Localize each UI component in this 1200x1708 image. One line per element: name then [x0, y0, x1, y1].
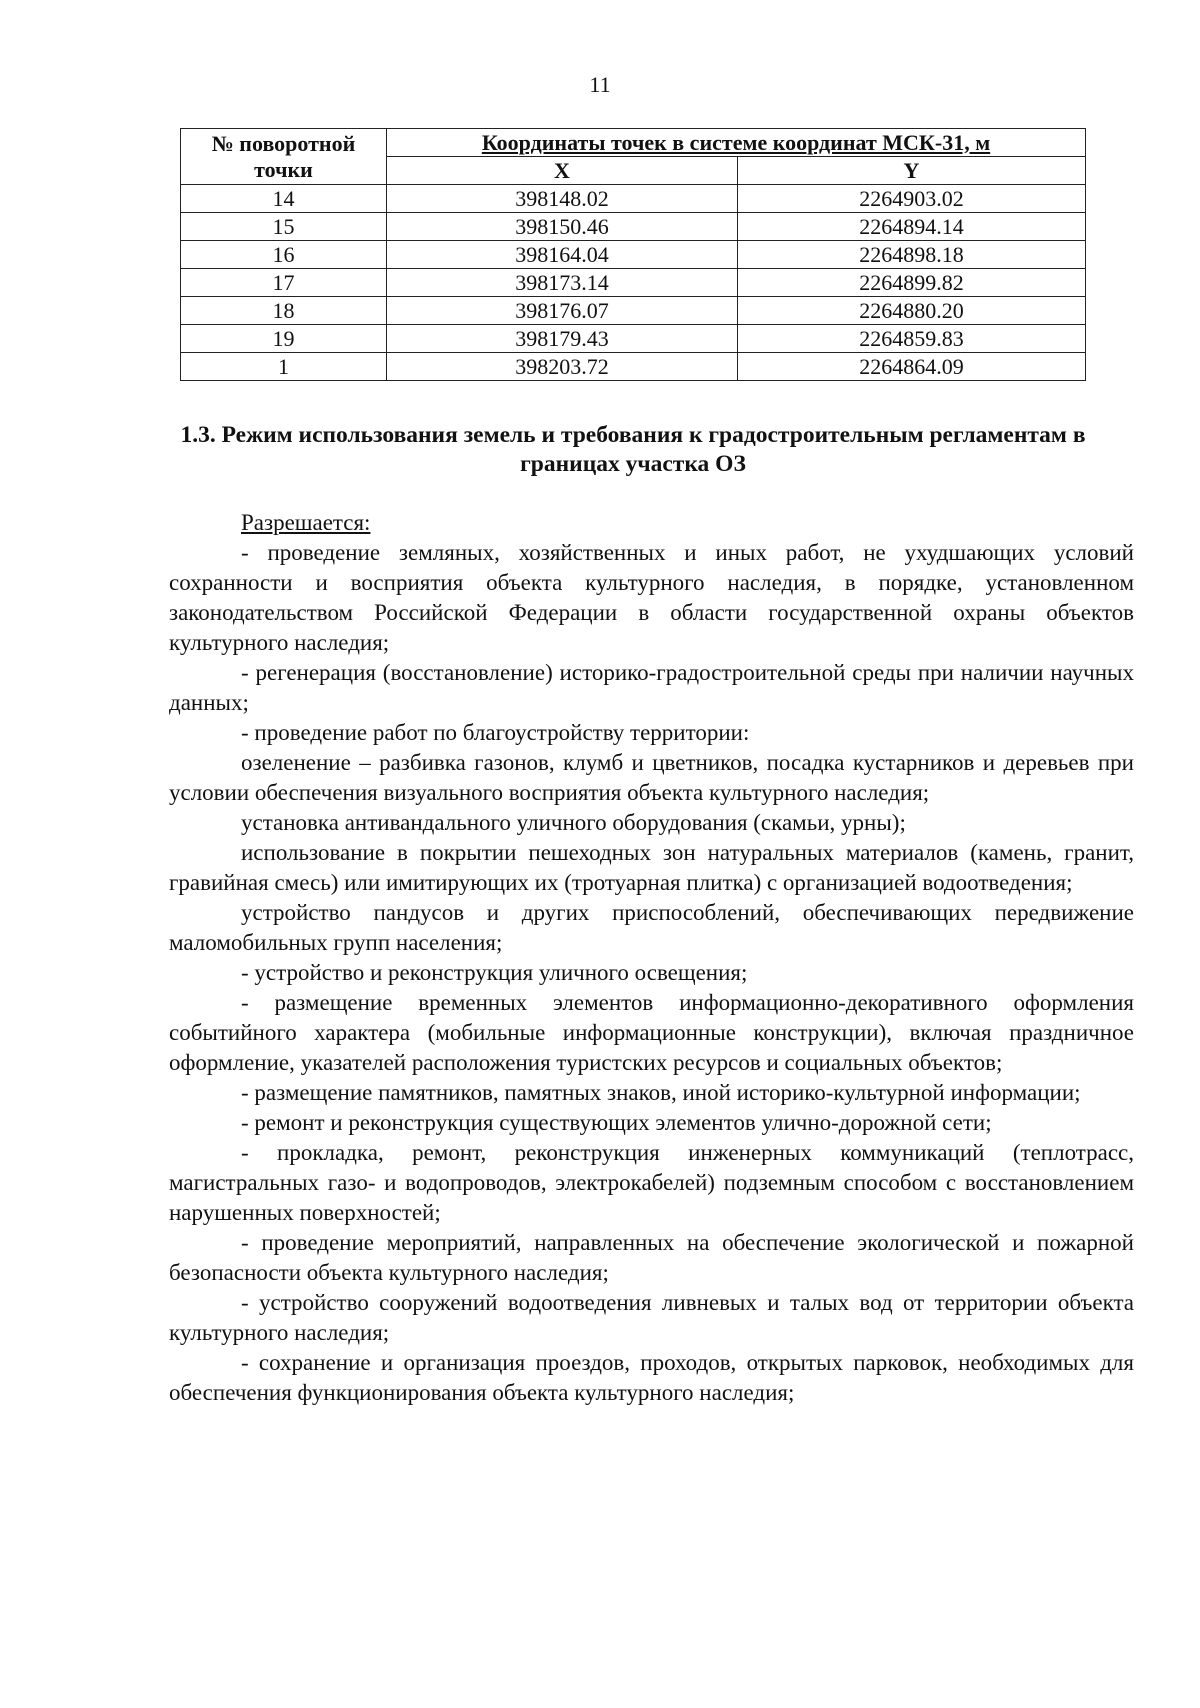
- paragraph: устройство пандусов и других приспособлений, обеспечивающих передвижение маломобильных групп населения;: [169, 900, 1134, 955]
- body-text: [169, 508, 1134, 1408]
- header-y: Y: [738, 157, 1086, 185]
- paragraph: - проведение земляных, хозяйственных и иных работ, не ухудшающих условий сохранности и восприятия объекта культурного наследия, в порядке, установленном законодательством Российской Федерации в области государственной охраны объектов культурного наследия;: [169, 540, 1134, 655]
- paragraph: - размещение памятников, памятных знаков, иной историко-культурной информации;: [241, 1080, 1081, 1105]
- cell-y: 2264903.02: [738, 185, 1086, 213]
- table-row: [181, 269, 1086, 297]
- cell-point-number: 16: [181, 241, 387, 269]
- cell-x: 398164.04: [387, 241, 738, 269]
- paragraph: озеленение – разбивка газонов, клумб и цветников, посадка кустарников и деревьев при условии обеспечения визуального восприятия объекта культурного наследия;: [169, 750, 1134, 805]
- paragraph: использование в покрытии пешеходных зон натуральных материалов (камень, гранит, гравийная смесь) или имитирующих их (тротуарная плитка) с организацией водоотведения;: [169, 840, 1134, 895]
- cell-point-number: 14: [181, 185, 387, 213]
- cell-x: 398179.43: [387, 325, 738, 353]
- table-row: [181, 241, 1086, 269]
- cell-y: 2264899.82: [738, 269, 1086, 297]
- allowed-heading: Разрешается:: [241, 510, 371, 535]
- header-coordinates-label: Координаты точек в системе координат МСК-31, м: [481, 129, 991, 155]
- section-title: 1.3. Режим использования земель и требования к градостроительным регламентам в границах участка ОЗ: [180, 422, 1086, 477]
- paragraph: - размещение временных элементов информационно-декоративного оформления событийного характера (мобильные информационные конструкции), включая праздничное оформление, указателей расположения туристских ресурсов и социальных объектов;: [169, 990, 1134, 1075]
- cell-x: 398150.46: [387, 213, 738, 241]
- cell-point-number: 1: [181, 353, 387, 381]
- table-row: [181, 185, 1086, 213]
- cell-y: 2264894.14: [738, 213, 1086, 241]
- header-coordinates: [387, 129, 1086, 157]
- cell-y: 2264880.20: [738, 297, 1086, 325]
- paragraph: - прокладка, ремонт, реконструкция инженерных коммуникаций (теплотрасс, магистральных газо- и водопроводов, электрокабелей) подземным способом с восстановлением нарушенных поверхностей;: [169, 1140, 1134, 1225]
- paragraph: - устройство и реконструкция уличного освещения;: [241, 960, 748, 985]
- cell-y: 2264898.18: [738, 241, 1086, 269]
- table-row: [181, 353, 1086, 381]
- paragraph: - регенерация (восстановление) историко-градостроительной среды при наличии научных данных;: [169, 660, 1134, 715]
- paragraph: - устройство сооружений водоотведения ливневых и талых вод от территории объекта культурного наследия;: [169, 1290, 1134, 1345]
- cell-point-number: 19: [181, 325, 387, 353]
- cell-point-number: 15: [181, 213, 387, 241]
- paragraph: - сохранение и организация проездов, проходов, открытых парковок, необходимых для обеспечения функционирования объекта культурного наследия;: [169, 1350, 1134, 1405]
- cell-x: 398176.07: [387, 297, 738, 325]
- header-point-number: № поворотной точки: [181, 129, 387, 185]
- table-row: [181, 325, 1086, 353]
- cell-y: 2264859.83: [738, 325, 1086, 353]
- paragraph: - проведение работ по благоустройству территории:: [241, 720, 750, 745]
- cell-point-number: 18: [181, 297, 387, 325]
- coordinates-table: [180, 128, 1086, 381]
- cell-x: 398148.02: [387, 185, 738, 213]
- cell-point-number: 17: [181, 269, 387, 297]
- page-number: 11: [589, 72, 611, 97]
- paragraph: - ремонт и реконструкция существующих элементов улично-дорожной сети;: [241, 1110, 992, 1135]
- cell-x: 398173.14: [387, 269, 738, 297]
- paragraph: установка антивандального уличного оборудования (скамьи, урны);: [241, 810, 906, 835]
- cell-y: 2264864.09: [738, 353, 1086, 381]
- table-row: [181, 297, 1086, 325]
- paragraph: - проведение мероприятий, направленных на обеспечение экологической и пожарной безопасности объекта культурного наследия;: [169, 1230, 1134, 1285]
- header-x: X: [387, 157, 738, 185]
- table-row: [181, 213, 1086, 241]
- cell-x: 398203.72: [387, 353, 738, 381]
